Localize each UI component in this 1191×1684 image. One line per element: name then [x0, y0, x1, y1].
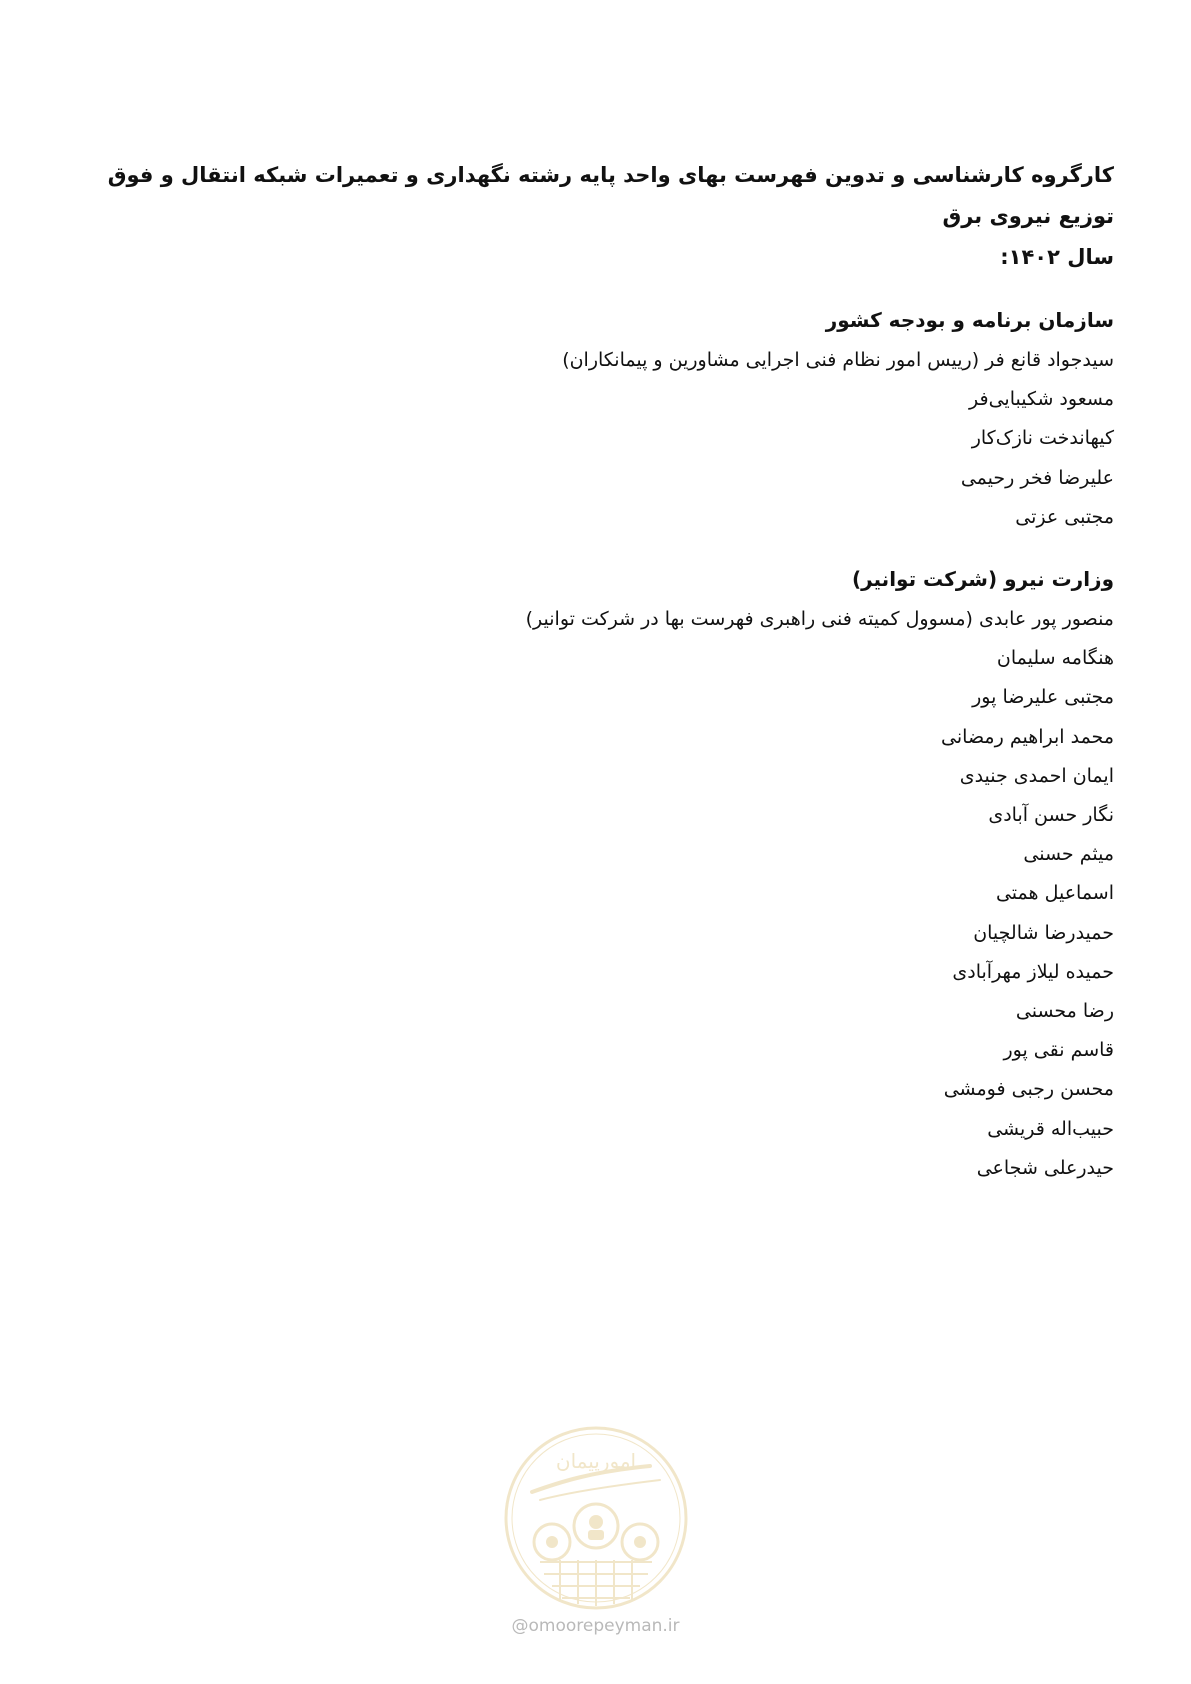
member-name: کیهاندخت نازک‌کار: [971, 427, 1114, 450]
member-name: مجتبی عزتی: [1015, 505, 1114, 528]
member-name: منصور پور عابدی (مسوول کمیته فنی راهبری فهرست بها در شرکت توانیر): [525, 608, 1114, 631]
watermark-website: @omoorepeyman.ir: [511, 1616, 680, 1636]
member-name: حیدرعلی شجاعی: [976, 1156, 1114, 1179]
member-name: سیدجواد قانع فر (رییس امور نظام فنی اجرایی مشاورین و پیمانکاران): [562, 349, 1114, 371]
watermark-logo: [500, 1422, 692, 1614]
member-name: محسن رجبی فومشی: [943, 1078, 1114, 1101]
member-name: هنگامه سلیمان: [996, 647, 1114, 670]
member-name: محمد ابراهیم رمضانی: [941, 725, 1114, 748]
member-name: مجتبی علیرضا پور: [972, 686, 1114, 709]
section-ministry-of-energy: [94, 558, 1114, 1188]
section-title: وزارت نیرو (شرکت توانیر): [851, 567, 1114, 592]
member-list: [94, 600, 1114, 1188]
member-name: علیرضا فخر رحیمی: [960, 466, 1114, 489]
document-content: [94, 155, 1114, 1188]
member-name: اسماعیل همتی: [995, 882, 1114, 905]
member-name: رضا محسنی: [1015, 1000, 1114, 1023]
member-name: حمیدرضا شالچیان: [973, 921, 1114, 944]
member-name: میثم حسنی: [1023, 843, 1114, 866]
heading-line-2: سال ۱۴۰۲:: [1000, 245, 1114, 269]
heading-line-1: کارگروه کارشناسی و تدوین فهرست بهای واحد پایه رشته نگهداری و تعمیرات شبکه انتقال و فوق توزیع نیروی برق: [107, 163, 1114, 228]
member-name: حمیده لیلاز مهرآبادی: [952, 960, 1114, 983]
section-title: سازمان برنامه و بودجه کشور: [825, 308, 1114, 332]
member-name: حبیب‌اله قریشی: [987, 1117, 1114, 1140]
member-name: مسعود شکیبایی‌فر: [969, 388, 1114, 411]
document-heading: [94, 155, 1114, 278]
member-list: [94, 341, 1114, 537]
member-name: قاسم نقی پور: [1003, 1039, 1114, 1062]
watermark-logo-text: امورپیمان: [555, 1449, 637, 1473]
member-name: ایمان احمدی جنیدی: [959, 764, 1114, 787]
member-name: نگار حسن آبادی: [988, 804, 1114, 827]
section-budget-organization: [94, 299, 1114, 537]
